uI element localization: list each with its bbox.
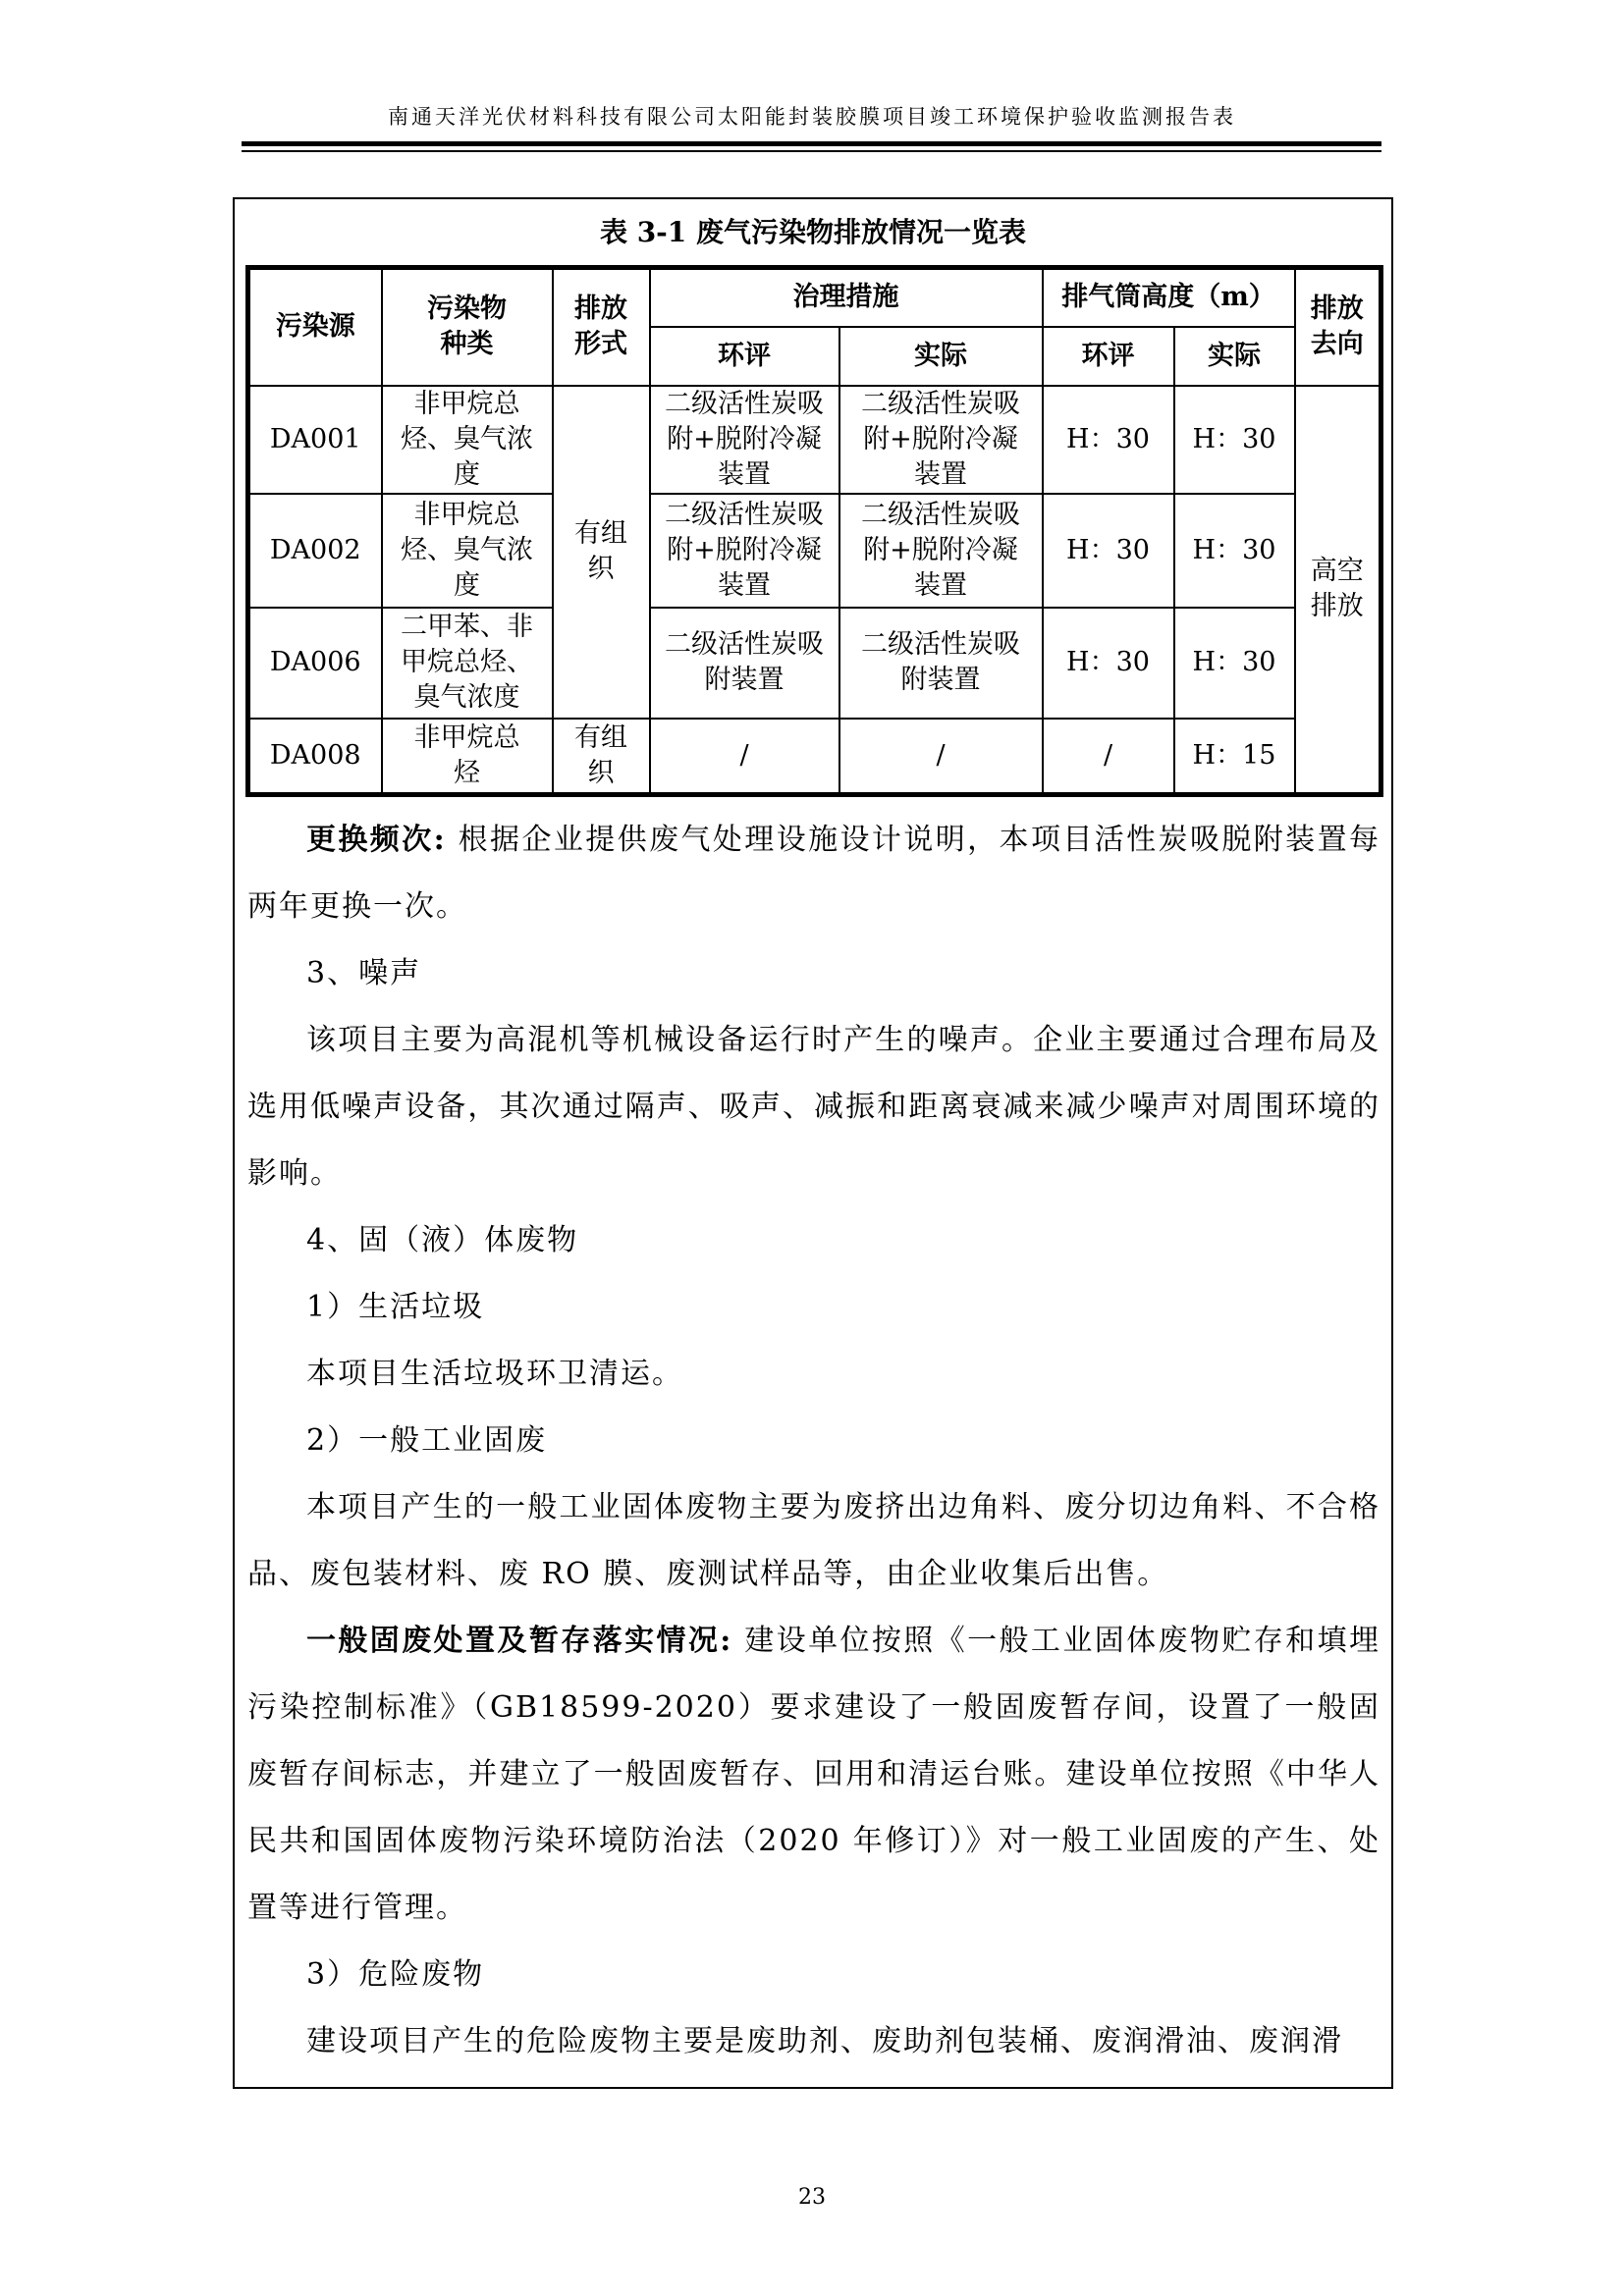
paragraph-replacement-frequency [247,807,1380,940]
cell-pollutant: 非甲烷总烃、臭气浓度 [382,494,553,608]
cell-height-eia: / [1043,719,1174,795]
cell-source: DA006 [248,608,382,719]
cell-pollutant: 非甲烷总烃、臭气浓度 [382,386,553,494]
table-title: 表 3-1 废气污染物排放情况一览表 [599,216,1027,248]
table-row-da008 [248,719,1381,795]
page-number: 23 [798,2185,826,2210]
heading-domestic-garbage: 1）生活垃圾 [306,1290,485,1324]
paragraph-lead: 更换频次: [306,823,447,857]
cell-treatment-eia: 二级活性炭吸附+脱附冷凝装置 [650,494,839,608]
cell-height-eia: H：30 [1043,494,1174,608]
cell-pollutant: 非甲烷总烃 [382,719,553,795]
cell-treatment-eia: 二级活性炭吸附装置 [650,608,839,719]
cell-emission-form-merged: 有组织 [553,386,650,719]
paragraph-general-waste-disposal [247,1608,1380,1942]
heading-noise: 3、噪声 [306,956,422,990]
header-height-eia: 环评 [1043,327,1174,386]
cell-height-actual: H：15 [1174,719,1295,795]
header-stack-height: 排气筒高度（m） [1043,268,1295,327]
cell-height-actual: H：30 [1174,494,1295,608]
header-pollutant-type: 污染物种类 [382,268,553,386]
header-height-actual: 实际 [1174,327,1295,386]
header-emission-form: 排放形式 [553,268,650,386]
cell-height-actual: H：30 [1174,608,1295,719]
cell-treatment-actual: 二级活性炭吸附+脱附冷凝装置 [839,494,1043,608]
content-box [233,197,1393,2089]
paragraph-lead: 一般固废处置及暂存落实情况: [306,1624,733,1658]
header-treatment: 治理措施 [650,268,1043,327]
body-text [235,807,1391,2075]
cell-treatment-actual: / [839,719,1043,795]
header-destination: 排放去向 [1295,268,1381,386]
running-header-title: 南通天洋光伏材料科技有限公司太阳能封装胶膜项目竣工环境保护验收监测报告表 [388,105,1236,129]
table-row-da002 [248,494,1381,608]
cell-pollutant: 二甲苯、非甲烷总烃、臭气浓度 [382,608,553,719]
heading-hazardous-waste: 3）危险废物 [306,1957,485,1992]
cell-treatment-eia: / [650,719,839,795]
header-rule-thick [242,141,1381,146]
paragraph-hazardous-waste: 建设项目产生的危险废物主要是废助剂、废助剂包装桶、废润滑油、废润滑 [306,2024,1343,2058]
header-rule-thin [242,150,1381,152]
header-treatment-actual: 实际 [839,327,1043,386]
cell-height-actual: H：30 [1174,386,1295,494]
cell-emission-form: 有组织 [553,719,650,795]
heading-general-industrial-waste: 2）一般工业固废 [306,1423,548,1458]
table-row-da001 [248,386,1381,494]
cell-height-eia: H：30 [1043,386,1174,494]
paragraph-general-industrial-waste: 本项目产生的一般工业固体废物主要为废挤出边角料、废分切边角料、不合格品、废包装材料、废 RO 膜、废测试样品等，由企业收集后出售。 [247,1490,1380,1591]
cell-destination-merged: 高空排放 [1295,386,1381,795]
heading-solid-waste: 4、固（液）体废物 [306,1223,579,1257]
cell-height-eia: H：30 [1043,608,1174,719]
paragraph-body: 建设单位按照《一般工业固体废物贮存和填埋污染控制标准》（GB18599-2020）要求建设了一般固废暂存间，设置了一般固废暂存间标志，并建立了一般固废暂存、回用和清运台账。建设单位按照《中华人民共和国固体废物污染环境防治法（2020 年修订）》对一般工业固废的产生、处置等进行管理。 [247,1624,1380,1925]
cell-treatment-actual: 二级活性炭吸附装置 [839,608,1043,719]
header-treatment-eia: 环评 [650,327,839,386]
cell-source: DA001 [248,386,382,494]
paragraph-body: 根据企业提供废气处理设施设计说明，本项目活性炭吸脱附装置每两年更换一次。 [247,823,1380,924]
paragraph-noise: 该项目主要为高混机等机械设备运行时产生的噪声。企业主要通过合理布局及选用低噪声设备，其次通过隔声、吸声、减振和距离衰减来减少噪声对周围环境的影响。 [247,1023,1380,1191]
table-row-da006 [248,608,1381,719]
cell-source: DA008 [248,719,382,795]
header-source: 污染源 [248,268,382,386]
emission-table [245,265,1383,797]
cell-treatment-actual: 二级活性炭吸附+脱附冷凝装置 [839,386,1043,494]
cell-source: DA002 [248,494,382,608]
cell-treatment-eia: 二级活性炭吸附+脱附冷凝装置 [650,386,839,494]
paragraph-domestic-garbage: 本项目生活垃圾环卫清运。 [306,1357,683,1391]
